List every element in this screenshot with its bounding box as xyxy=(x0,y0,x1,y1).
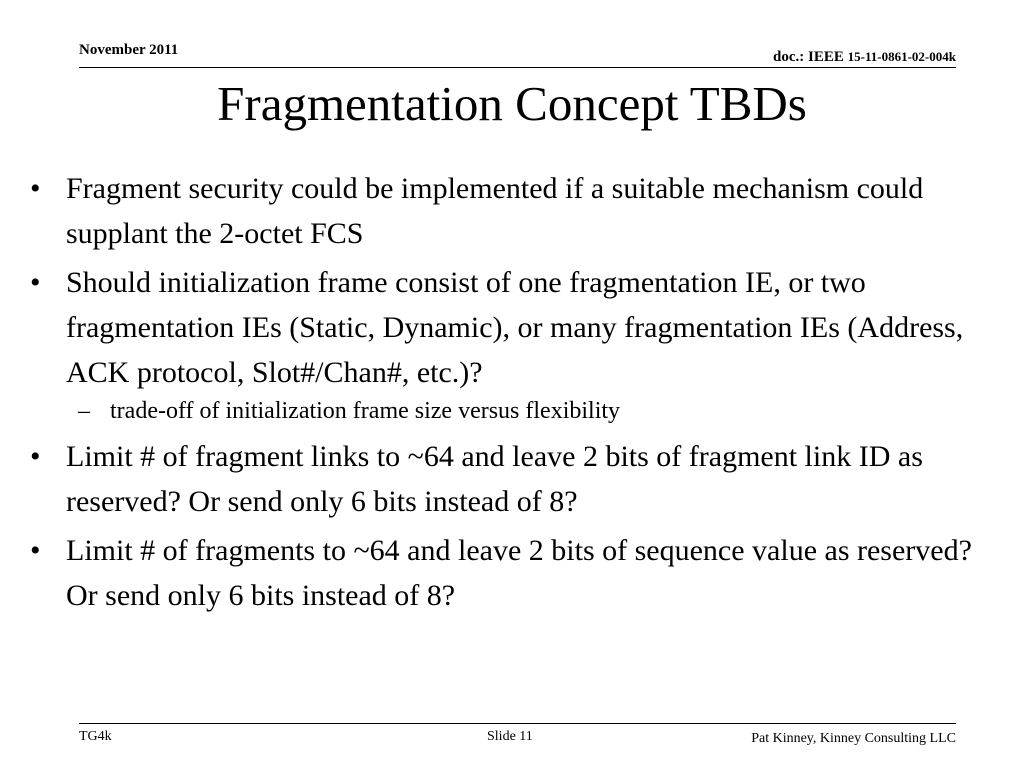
header-date: November 2011 xyxy=(79,42,179,58)
sub-bullet-text: trade-off of initialization frame size versus flexibility xyxy=(110,398,621,424)
bullet-text: Fragment security could be implemented if a suitable mechanism could supplant the 2-octet FCS xyxy=(66,172,924,250)
header-doc-id xyxy=(773,49,956,66)
footer-divider xyxy=(79,723,956,724)
footer-author: Pat Kinney, Kinney Consulting LLC xyxy=(751,731,956,746)
bullet-item xyxy=(30,166,1000,256)
footer-group: TG4k xyxy=(79,729,112,744)
bullet-marker: • xyxy=(30,534,41,567)
bullet-text: Should initialization frame consist of one fragmentation IE, or two fragmentation IEs (Static, Dynamic), or many fragmentation IEs (Address, ACK protocol, Slot#/Chan#, etc.)? xyxy=(66,266,964,389)
bullet-text: Limit # of fragment links to ~64 and leave 2 bits of fragment link ID as reserved? Or send only 6 bits instead of 8? xyxy=(66,440,923,518)
doc-number: 15-11-0861-02-004k xyxy=(847,49,956,64)
bullet-item xyxy=(30,434,1000,524)
bullet-item xyxy=(30,260,1000,395)
slide-body xyxy=(30,166,1000,622)
slide-number: Slide 11 xyxy=(487,729,533,744)
sub-bullet-item xyxy=(30,393,1000,429)
bullet-marker: • xyxy=(30,172,41,205)
bullet-item xyxy=(30,528,1000,618)
sub-bullet-marker: – xyxy=(78,398,90,424)
bullet-marker: • xyxy=(30,266,41,299)
header-divider xyxy=(79,67,956,68)
bullet-text: Limit # of fragments to ~64 and leave 2 bits of sequence value as reserved? Or send only 6 bits instead of 8? xyxy=(66,534,972,612)
slide-title: Fragmentation Concept TBDs xyxy=(217,76,807,131)
doc-prefix: doc.: IEEE xyxy=(773,49,848,65)
bullet-marker: • xyxy=(30,440,41,473)
